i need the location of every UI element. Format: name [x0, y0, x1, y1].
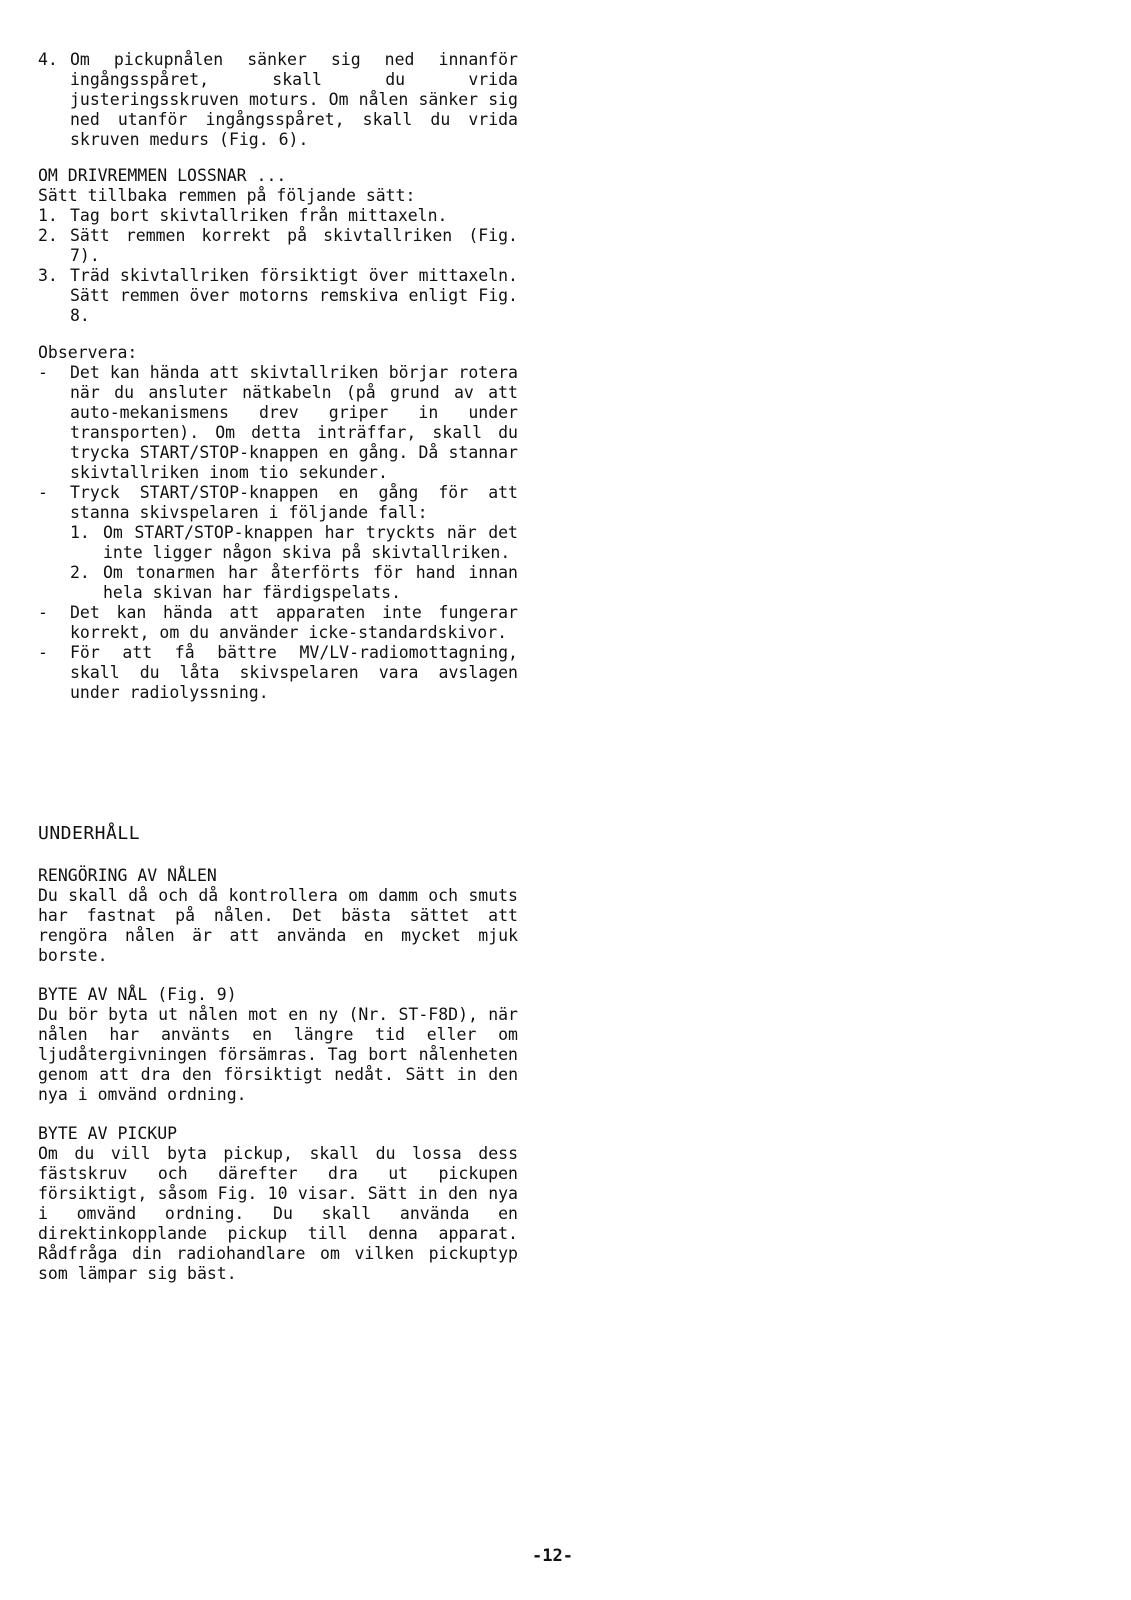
page-number: -12-: [532, 1546, 573, 1566]
subsection-title: BYTE AV PICKUP: [38, 1124, 178, 1143]
step-marker: 2.: [38, 226, 58, 245]
byte-nal-section: [38, 985, 518, 1105]
subsection-text: Du skall då och då kontrollera om damm och smuts har fastnat på nålen. Det bästa sättet att rengöra nålen är att använda en mycket mjuk borste.: [38, 886, 518, 965]
step-4: [38, 50, 518, 150]
observera-bullet: [38, 363, 518, 483]
bullet-text: För att få bättre MV/LV-radiomottagning, skall du låta skivspelaren vara avslagen under radiolyssning.: [70, 643, 518, 702]
subitem-text: Om tonarmen har återförts för hand innan hela skivan har färdigspelats.: [103, 563, 518, 602]
bullet-marker: -: [38, 643, 48, 662]
subitem-marker: 2.: [70, 563, 90, 582]
step-text: Träd skivtallriken försiktigt över mittaxeln. Sätt remmen över motorns remskiva enligt Fig. 8.: [70, 266, 518, 325]
subitem-marker: 1.: [70, 523, 90, 542]
subsection-text: Du bör byta ut nålen mot en ny (Nr. ST-F8D), när nålen har använts en längre tid eller om ljudåtergivningen försämras. Tag bort nålenheten genom att dra den försiktigt nedåt. Sätt in den nya i omvänd ordning.: [38, 1005, 518, 1104]
step-marker: 1.: [38, 206, 58, 225]
step-4-block: [38, 50, 518, 150]
step-marker: 4.: [38, 50, 58, 69]
section-title: Observera:: [38, 343, 138, 362]
step-text: Sätt remmen korrekt på skivtallriken (Fig. 7).: [70, 226, 518, 265]
step-text: Om pickupnålen sänker sig ned innanför ingångsspåret, skall du vrida justeringsskruven moturs. Om nålen sänker sig ned utanför ingångsspåret, skall du vrida skruven medurs (Fig. 6).: [70, 50, 518, 149]
bullet-text: Tryck START/STOP-knappen en gång för att stanna skivspelaren i följande fall:: [70, 483, 518, 522]
section-heading: UNDERHÅLL: [38, 823, 141, 844]
bullet-marker: -: [38, 363, 48, 382]
observera-section: [38, 343, 518, 703]
subsection-text: Om du vill byta pickup, skall du lossa dess fästskruv och därefter dra ut pickupen försiktigt, såsom Fig. 10 visar. Sätt in den nya i omvänd ordning. Du skall använda en direktinkopplande pickup till denna apparat. Rådfråga din radiohandlare om vilken pickuptyp som lämpar sig bäst.: [38, 1144, 518, 1283]
drivrem-step: [38, 266, 518, 326]
rengoring-section: [38, 866, 518, 966]
observera-subitem: [38, 563, 518, 603]
subitem-text: Om START/STOP-knappen har tryckts när det inte ligger någon skiva på skivtallriken.: [103, 523, 518, 562]
bullet-text: Det kan hända att apparaten inte fungerar korrekt, om du använder icke-standardskivor.: [70, 603, 518, 642]
observera-bullet: [38, 603, 518, 643]
subsection-title: BYTE AV NÅL (Fig. 9): [38, 985, 237, 1004]
observera-bullet: [38, 483, 518, 523]
bullet-marker: -: [38, 603, 48, 622]
step-marker: 3.: [38, 266, 58, 285]
subsection-title: RENGÖRING AV NÅLEN: [38, 866, 217, 885]
section-title: OM DRIVREMMEN LOSSNAR ...: [38, 166, 287, 185]
underhall-heading-block: [38, 823, 518, 845]
drivrem-step: [38, 226, 518, 266]
step-text: Tag bort skivtallriken från mittaxeln.: [70, 206, 448, 225]
observera-subitem: [38, 523, 518, 563]
byte-pickup-section: [38, 1124, 518, 1284]
observera-bullet: [38, 643, 518, 703]
drivrem-section: [38, 166, 518, 326]
bullet-marker: -: [38, 483, 48, 502]
bullet-text: Det kan hända att skivtallriken börjar rotera när du ansluter nätkabeln (på grund av att auto-mekanismens drev griper in under transporten). Om detta inträffar, skall du trycka START/STOP-knappen en gång. Då stannar skivtallriken inom tio sekunder.: [70, 363, 518, 482]
section-intro: Sätt tillbaka remmen på följande sätt:: [38, 186, 416, 205]
drivrem-step: [38, 206, 518, 226]
